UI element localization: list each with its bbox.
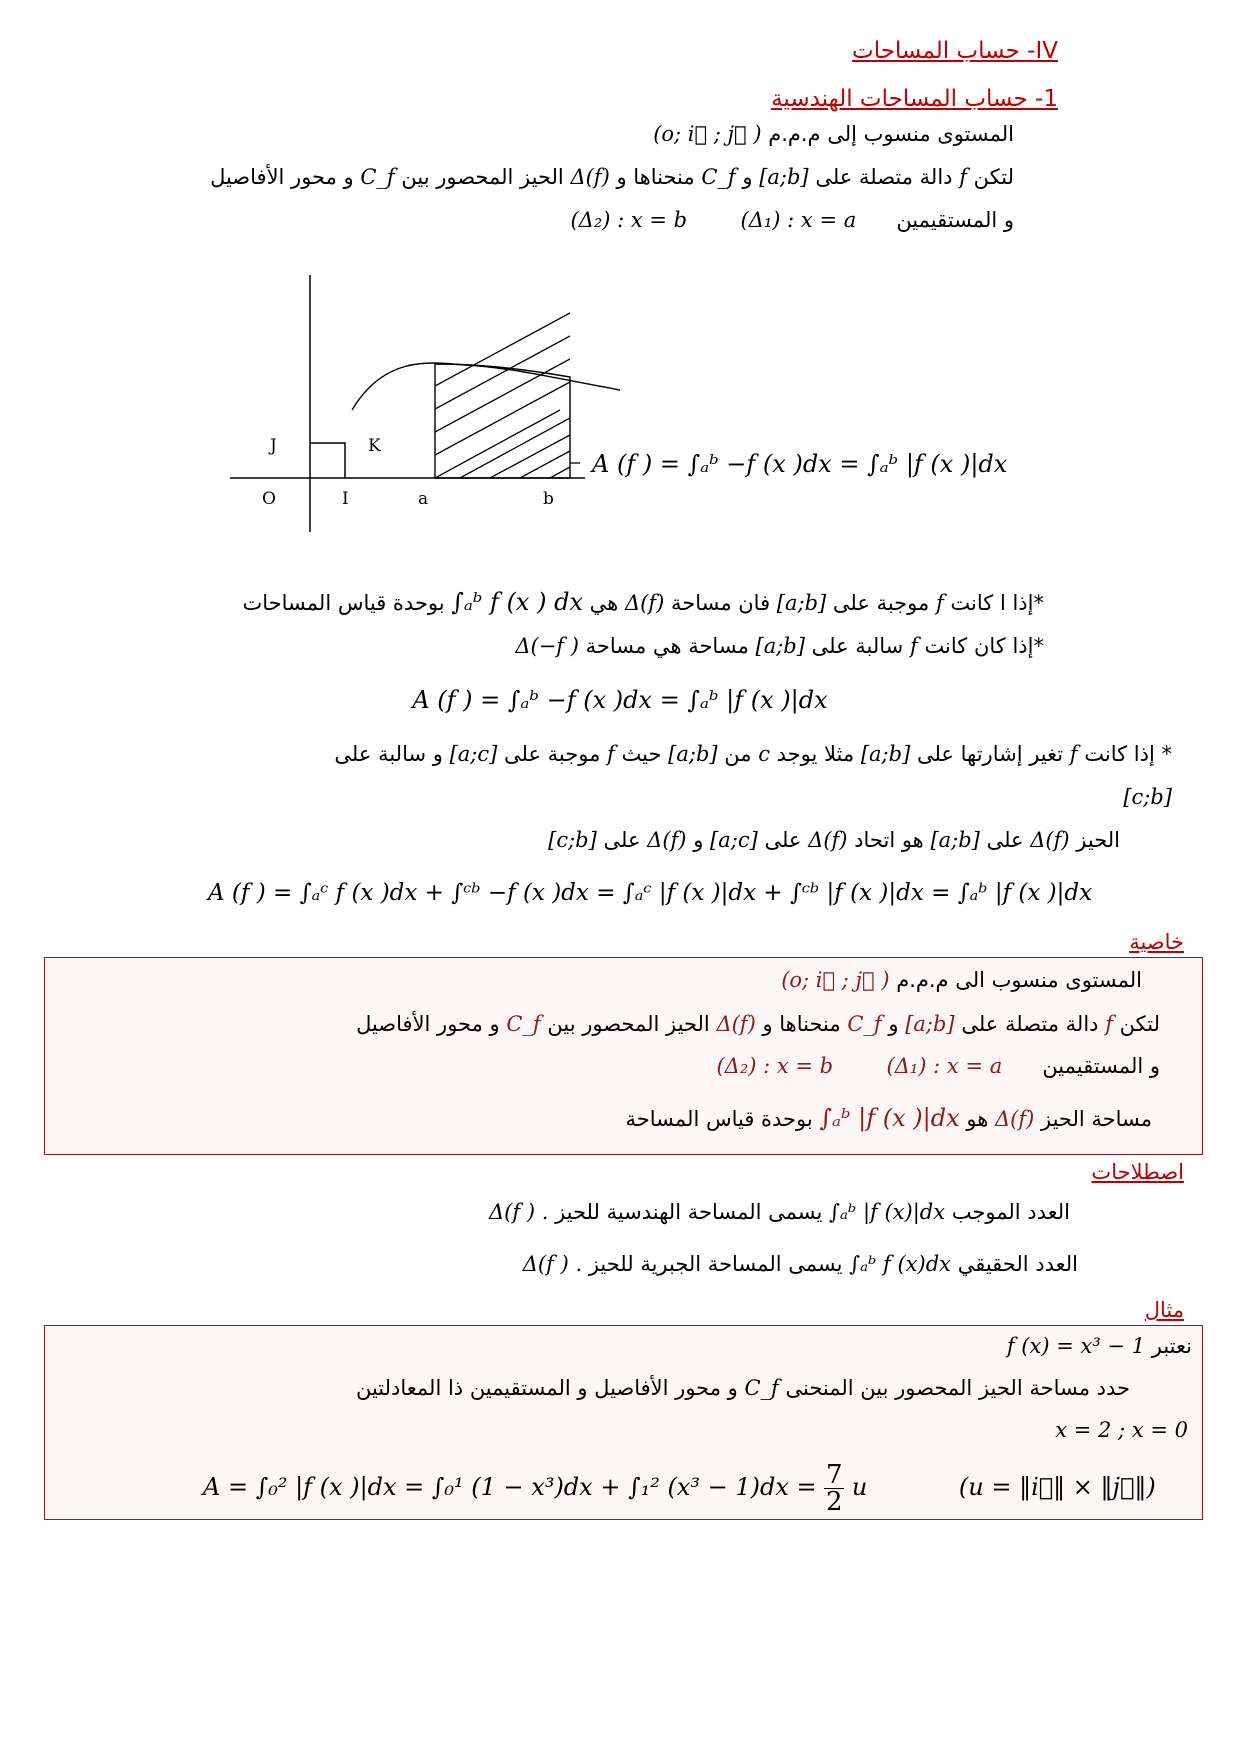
- text: دالة متصلة على: [815, 165, 953, 189]
- math-d1: (Δ₁) : x = a: [886, 1054, 1003, 1078]
- text: على: [603, 828, 641, 852]
- fraction: [824, 1462, 844, 1515]
- math-d2: (Δ₂) : x = b: [570, 208, 688, 232]
- math-f: f: [935, 591, 944, 615]
- math-cf: C_f: [847, 1012, 882, 1036]
- math-delta: Δ(f): [570, 165, 610, 189]
- label-k: K: [368, 436, 381, 456]
- example-line-2: [356, 1376, 1130, 1400]
- math-interval-ac: [a;c]: [449, 742, 498, 766]
- text: هو: [966, 1107, 989, 1131]
- text: الحيز المحصور بين: [401, 165, 564, 189]
- label-j: J: [270, 436, 277, 456]
- math-f: f: [1069, 742, 1078, 766]
- intro-line-1: [0, 122, 1014, 146]
- intro-line-2: [0, 165, 1014, 189]
- math-f: f: [607, 742, 615, 766]
- property-box: [44, 957, 1203, 1155]
- text: منحناها و: [616, 165, 695, 189]
- frame-math: (o; i⃗ ; j⃗ ): [781, 968, 890, 992]
- text: يسمى المساحة الهندسية للحيز: [555, 1200, 823, 1224]
- property-title: خاصية: [1129, 930, 1184, 954]
- label-o: O: [262, 489, 276, 509]
- case-2-equation: A (f ) = ∫ₐᵇ −f (x )dx = ∫ₐᵇ |f (x )|dx: [412, 686, 828, 714]
- text: المستوى منسوب الى م.م.م: [896, 968, 1142, 992]
- text: و: [742, 165, 753, 189]
- text: مساحة هي مساحة: [585, 634, 749, 658]
- frame-math: (o; i⃗ ; j⃗ ): [653, 122, 762, 146]
- text: *إذا كان كانت: [924, 634, 1044, 658]
- math-integral: ∫ₐᵇ |f (x )|dx: [819, 1104, 960, 1132]
- text: العدد الحقيقي: [957, 1252, 1078, 1276]
- property-line-1: [781, 968, 1142, 992]
- math-function: f (x) = x³ − 1: [1006, 1334, 1146, 1358]
- text: منحناها و: [762, 1012, 841, 1036]
- math-cf: C_f: [360, 165, 395, 189]
- math-integral: ∫ₐᵇ f (x)dx: [849, 1252, 952, 1276]
- property-line-4: [626, 1104, 1152, 1132]
- math-lines: x = 2 ; x = 0: [1055, 1418, 1188, 1442]
- case-4: [0, 828, 1120, 852]
- math-interval: [a;b]: [668, 742, 718, 766]
- math-delta: Δ(f): [624, 591, 665, 615]
- text: هي: [589, 591, 619, 615]
- text: و المستقيمين: [1042, 1054, 1160, 1078]
- case-4-equation: A (f ) = ∫ₐᶜ f (x )dx + ∫ᶜᵇ −f (x )dx = ∫ₐᶜ |f (x )|dx + ∫ᶜᵇ |f (x )|dx = ∫ₐᵇ |f (x )|dx: [208, 880, 1093, 906]
- text: لتكن: [1119, 1012, 1160, 1036]
- text: سالبة على: [811, 634, 904, 658]
- math-delta: Δ(f): [647, 828, 687, 852]
- term-2: [0, 1252, 1078, 1276]
- property-line-3: [716, 1054, 1160, 1078]
- math-integral: ∫ₐᵇ |f (x)|dx: [829, 1200, 946, 1224]
- text: بوحدة قياس المساحة: [625, 1107, 813, 1131]
- math-cf: C_f: [701, 165, 736, 189]
- label-a: a: [418, 489, 429, 509]
- text: موجبة على: [504, 742, 601, 766]
- case-1: [0, 588, 1044, 616]
- example-line-3: [1055, 1418, 1188, 1442]
- text: فان مساحة: [670, 591, 771, 615]
- text: و: [693, 828, 704, 852]
- math-cf: C_f: [744, 1376, 779, 1400]
- intro-text-1: المستوى منسوب إلى م.م.م: [768, 122, 1014, 146]
- math-interval: [a;b]: [755, 634, 805, 658]
- text: على: [764, 828, 802, 852]
- curve-cf: [352, 363, 620, 410]
- text: العدد الموجب: [951, 1200, 1070, 1224]
- math-interval-cb: [c;b]: [1123, 785, 1172, 809]
- math-delta: Δ(f ) .: [489, 1200, 549, 1224]
- term-1: [0, 1200, 1070, 1224]
- case-3-cont: [0, 785, 1172, 809]
- math-f: f: [959, 165, 967, 189]
- math-cf: C_f: [506, 1012, 541, 1036]
- intro-line-3: [0, 208, 1014, 232]
- math-unit: u: [851, 1473, 868, 1501]
- example-equation: [203, 1462, 1156, 1515]
- text: و محور الأفاصيل و المستقيمين ذا المعادلتين: [355, 1376, 738, 1400]
- math-d2: (Δ₂) : x = b: [716, 1054, 834, 1078]
- text: هو اتحاد: [854, 828, 924, 852]
- math-f: f: [909, 634, 918, 658]
- math-interval: [a;b]: [860, 742, 911, 766]
- math-delta: Δ(f): [716, 1012, 756, 1036]
- math-delta: Δ(f): [808, 828, 848, 852]
- math-f: f: [1105, 1012, 1113, 1036]
- text: و محور الأفاصيل: [356, 1012, 500, 1036]
- label-i: I: [342, 489, 349, 509]
- text: دالة متصلة على: [961, 1012, 1099, 1036]
- text: نعتبر: [1151, 1334, 1192, 1358]
- text: حيث: [621, 742, 662, 766]
- math-delta: Δ(f): [994, 1107, 1035, 1131]
- text: تغير إشارتها على: [916, 742, 1064, 766]
- example-line-1: [1007, 1334, 1192, 1358]
- text: * إذا كانت: [1084, 742, 1172, 766]
- case-3: [0, 742, 1172, 766]
- text: و سالبة على: [334, 742, 443, 766]
- math-interval-ac: [a;c]: [710, 828, 758, 852]
- math-delta: Δ(f ) .: [522, 1252, 583, 1276]
- terms-title: اصطلاحات: [1091, 1160, 1184, 1184]
- example-title: مثال: [1144, 1298, 1184, 1322]
- label-b: b: [543, 489, 554, 509]
- math-interval: [a;b]: [776, 591, 827, 615]
- text: مثلا يوجد: [776, 742, 855, 766]
- text: حدد مساحة الحيز المحصور بين المنحنى: [785, 1376, 1130, 1400]
- text: يسمى المساحة الجبرية للحيز: [588, 1252, 843, 1276]
- area-figure: [220, 270, 1040, 540]
- text: مساحة الحيز: [1040, 1107, 1152, 1131]
- math-delta: Δ(f): [1030, 828, 1070, 852]
- math-interval: [a;b]: [905, 1012, 955, 1036]
- math-area-equation: A = ∫₀² |f (x )|dx = ∫₀¹ (1 − x³)dx + ∫₁² (x³ − 1)dx =: [203, 1473, 825, 1501]
- property-line-2: [356, 1012, 1160, 1036]
- math-interval: [a;b]: [930, 828, 980, 852]
- text: من: [724, 742, 752, 766]
- unit-square: [310, 443, 345, 478]
- text: على: [986, 828, 1024, 852]
- sub-heading: 1- حساب المساحات الهندسية: [771, 86, 1058, 112]
- text: الحيز: [1076, 828, 1120, 852]
- case-2: [0, 634, 1044, 658]
- math-c: c: [758, 742, 770, 766]
- text: *إذا ا كانت: [950, 591, 1044, 615]
- text: موجبة على: [832, 591, 930, 615]
- figure-formula: A (f ) = ∫ₐᵇ −f (x )dx = ∫ₐᵇ |f (x )|dx: [592, 450, 1008, 478]
- math-interval: [a;b]: [759, 165, 809, 189]
- math-unit-def: (u = ‖i⃗‖ × ‖j⃗‖): [958, 1473, 1156, 1501]
- main-heading: IV- حساب المساحات: [852, 38, 1058, 64]
- fraction-numerator: 7: [825, 1460, 843, 1490]
- example-box: [44, 1325, 1203, 1520]
- text: و: [888, 1012, 899, 1036]
- text: بوحدة قياس المساحات: [242, 591, 445, 615]
- math-d1: (Δ₁) : x = a: [740, 208, 857, 232]
- text: و محور الأفاصيل: [210, 165, 354, 189]
- text: الحيز المحصور بين: [547, 1012, 710, 1036]
- math-delta-neg: Δ(−f ): [515, 634, 579, 658]
- hatching: [435, 313, 570, 478]
- math-integral: ∫ₐᵇ f (x ) dx: [451, 588, 583, 616]
- fraction-denominator: 2: [825, 1487, 843, 1517]
- text: لتكن: [973, 165, 1014, 189]
- text: و المستقيمين: [896, 208, 1014, 232]
- math-interval-cb: [c;b]: [548, 828, 597, 852]
